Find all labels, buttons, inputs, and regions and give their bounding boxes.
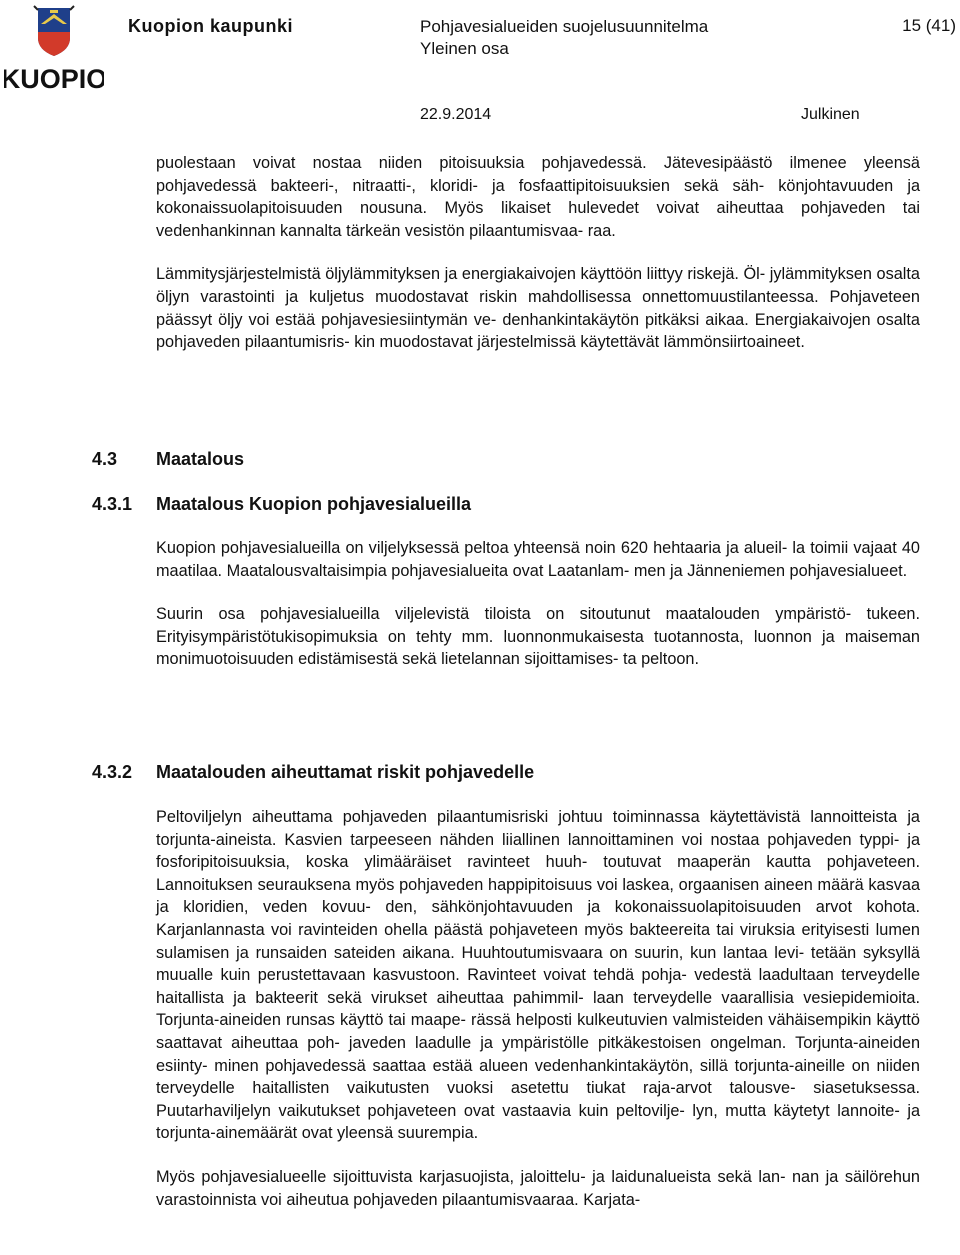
section-number: 4.3.2 <box>92 762 133 782</box>
organization-name: Kuopion kaupunki <box>128 16 293 36</box>
document-title: Pohjavesialueiden suojelusuunnitelma <box>420 17 709 36</box>
paragraph: Myös pohjavesialueelle sijoittuvista karjasuojista, jaloittelu- ja laidunalueista sekä lan- nan ja säilörehun varastoinnista voi aiheutua pohjaveden pilaantumisvaaraa. Karjata- <box>156 1167 920 1209</box>
section-title: Maatalouden aiheuttamat riskit pohjavedelle <box>156 762 535 782</box>
body-text-block-1 <box>156 152 920 354</box>
section-heading-4-3-1 <box>92 494 471 515</box>
section-number: 4.3.1 <box>92 494 133 514</box>
paragraph: puolestaan voivat nostaa niiden pitoisuuksia pohjavedessä. Jätevesipäästö ilmenee yleensä pohjavedessä bakteeri-, nitraatti-, kloridi- ja fosfaattipitoisuuksien sekä säh- könjohtavuuden ja kokonaissuolapitoisuuden nousuna. Myös likaiset hulevedet voivat aiheuttaa pohjaveden tai vedenhankinnan kannalta tärkeän vesistön pilaantumisvaa- raa. <box>156 154 920 240</box>
document-subtitle: Yleinen osa <box>420 39 509 58</box>
paragraph: Suurin osa pohjavesialueilla viljelevistä tiloista on sitoutunut maatalouden ympäristö- tukeen. Erityisympäristötukisopimuksia on tehty mm. luonnonmukaisesta tuotannosta, luonnon ja maiseman monimuotoisuuden edistämisestä sekä lietelannan sijoittamises- ta peltoon. <box>156 605 920 669</box>
page-number: 15 (41) <box>902 16 956 35</box>
kuopio-logo <box>4 2 104 94</box>
logo-text: KUOPIO <box>4 64 104 94</box>
section-number: 4.3 <box>92 449 118 469</box>
section-heading-4-3-2 <box>92 762 534 783</box>
section-heading-4-3 <box>92 449 244 470</box>
paragraph: Kuopion pohjavesialueilla on viljelyksessä peltoa yhteensä noin 620 hehtaaria ja alueil- la toimii vajaat 40 maatilaa. Maatalousvaltaisimpia pohjavesialueita ovat Laatanlam- men ja Jänneniemen pohjavesialueet. <box>156 539 920 580</box>
paragraph: Peltoviljelyn aiheuttama pohjaveden pilaantumisriski johtuu toiminnassa käytettävistä lannoitteista ja torjunta-aineista. Kasvien tarpeeseen nähden liiallinen lannoittaminen voi nostaa pohjaveden typpi- ja fosforipitoisuuksia, koska ylimääräiset ravinteet huuh- toutuvat maaperän kautta pohjaveteen. Lannoituksen seurauksena myös pohjaveden happipitoisuus voi laskea, orgaanisen aineen määrä kasvaa ja kloridien, veden kovuu- den, sähkönjohtavuuden ja kokonaissuolapitoisuuden arvot kohota. Karjanlannasta voi ravinteiden ohella päästä pohjaveteen myös bakteereita tai viruksia erityisesti lumen sulamisen ja runsaiden sateiden aikana. Huuhtoutumisvaara on suurin, kun lantaa levi- tetään syksyllä muualle kuin perustettavaan kasvustoon. Ravinteet voivat tehdä pohja- vedestä laadultaan terveydelle haitallista ja bakteerit sekä virukset aiheuttaa pahimmil- laan terveydelle vaarallisia vesiepidemioita. Torjunta-aineiden runsas käyttö tai maape- rässä helposti kulkeutuvien valmisteiden vähäisempikin käyttö saattavat aiheuttaa poh- javeden laadulle ja ympäristölle pitkäkestoisen ongelman. Torjunta-aineiden esiinty- minen pohjavedessä saattaa estää alueen vedenhankintakäytön, sillä torjunta-aineille on niiden terveydelle haitallisten vaikutusten vuoksi asetettu tiukat raja-arvot talousve- siasetuksessa. Puutarhaviljelyn vaikutukset pohjaveteen ovat vastaavia kuin peltovilje- lyn, mutta käytetyt lannoite- ja torjunta-ainemäärät ovat yleensä suurempia. <box>156 808 920 1143</box>
paragraph: Lämmitysjärjestelmistä öljylämmityksen ja energiakaivojen käyttöön liittyy riskejä. Öl- jylämmityksen osalta öljyn varastointi ja kuljetus muodostavat riskin mahdollisessa onnettomuustilanteessa. Pohjaveteen päässyt öljy voi estää pohjavesiesiintymän ve- denhankintakäytön pitkäksi aikaa. Energiakaivojen osalta pohjaveden pilaantumisris- kin muodostavat järjestelmissä käytettävät lämmönsiirtoaineet. <box>156 265 920 352</box>
section-title: Maatalous <box>156 449 245 469</box>
body-text-block-2 <box>156 537 920 671</box>
document-classification: Julkinen <box>801 106 860 123</box>
body-text-block-3 <box>156 806 920 1211</box>
section-title: Maatalous Kuopion pohjavesialueilla <box>156 494 472 514</box>
document-date: 22.9.2014 <box>420 106 492 123</box>
